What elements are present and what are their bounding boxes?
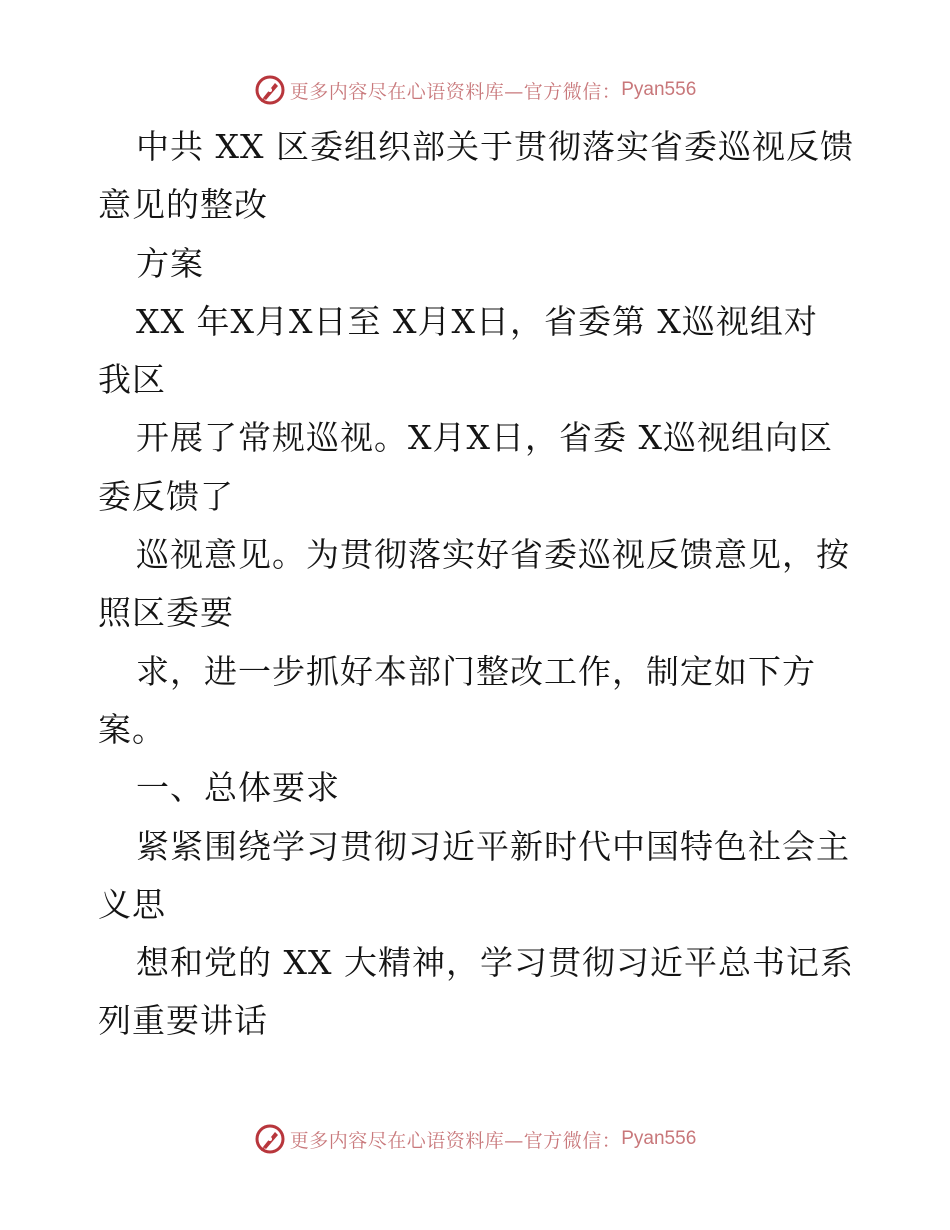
footer-banner-text: 更多内容尽在心语资料库—官方微信： (289, 1129, 622, 1152)
text-line: 想和党的 XX 大精神，学习贯彻习近平总书记系 (136, 943, 854, 983)
header-banner-wechat: Pyan556 (621, 79, 697, 100)
text-line: 方案 (136, 243, 204, 283)
footer-banner (0, 1121, 950, 1157)
text-line: 中共 XX 区委组织部关于贯彻落实省委巡视反馈 (136, 127, 854, 166)
header-banner-text: 更多内容尽在心语资料库—官方微信： (289, 80, 622, 103)
text-line: 照区委要 (98, 593, 234, 633)
text-line: 紧紧围绕学习贯彻习近平新时代中国特色社会主 (136, 826, 850, 866)
text-line: 案。 (98, 709, 166, 749)
text-line: 义思 (98, 884, 166, 924)
document-body (98, 118, 858, 1051)
pen-logo-icon (254, 74, 286, 106)
text-line: 委反馈了 (98, 476, 234, 516)
pen-logo-icon (254, 1123, 286, 1155)
text-line: 求，进一步抓好本部门整改工作，制定如下方 (136, 651, 816, 691)
footer-banner-wechat: Pyan556 (621, 1128, 697, 1149)
text-line: 列重要讲话 (98, 1001, 268, 1041)
text-line: 一、总体要求 (136, 768, 340, 808)
text-line: 我区 (98, 360, 166, 400)
text-line: 意见的整改 (98, 185, 268, 225)
text-line: XX 年X月X日至 X月X日，省委第 X巡视组对 (136, 301, 818, 341)
text-line: 开展了常规巡视。X月X日，省委 X巡视组向区 (136, 418, 833, 458)
text-line: 巡视意见。为贯彻落实好省委巡视反馈意见，按 (136, 535, 850, 575)
header-banner (0, 72, 950, 108)
